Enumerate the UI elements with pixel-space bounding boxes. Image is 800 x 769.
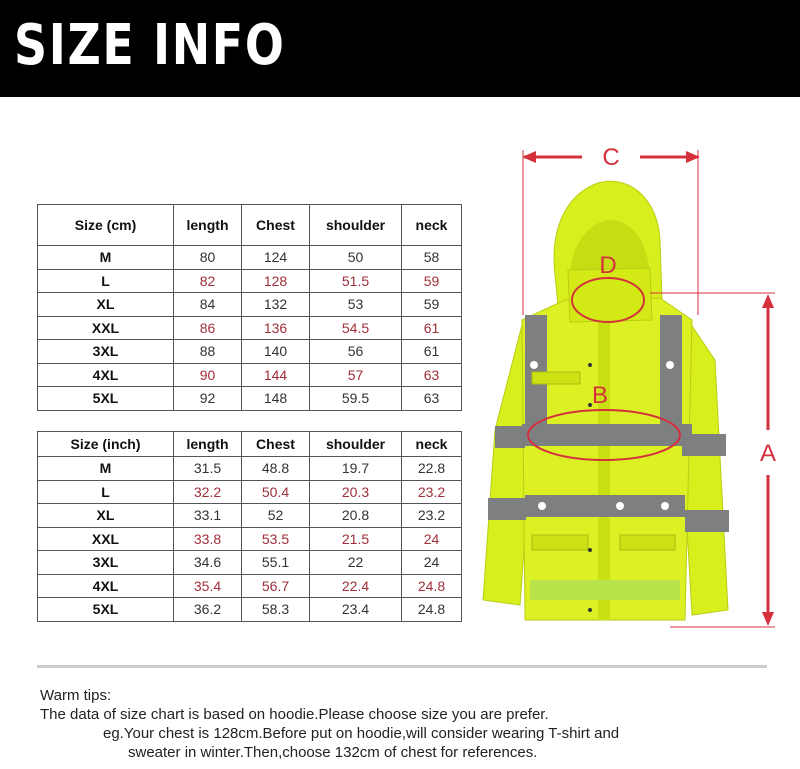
jacket-diagram (470, 140, 800, 640)
length-cell: 86 (174, 316, 242, 340)
lower-pocket-flap (532, 535, 588, 550)
shoulder-cell: 22 (310, 551, 402, 575)
shoulder-cell: 22.4 (310, 574, 402, 598)
length-cell: 92 (174, 387, 242, 411)
chest-cell: 53.5 (242, 527, 310, 551)
length-cell: 82 (174, 269, 242, 293)
column-header: neck (402, 432, 462, 457)
reflective-highlight (661, 502, 669, 510)
column-header: shoulder (310, 205, 402, 246)
size-cell: 5XL (38, 387, 174, 411)
chest-cell: 148 (242, 387, 310, 411)
length-cell: 84 (174, 293, 242, 317)
arrowhead (762, 294, 774, 308)
tips-line: The data of size chart is based on hoodie.Please choose size you are prefer. (40, 706, 549, 723)
column-header: Chest (242, 432, 310, 457)
neck-cell: 61 (402, 340, 462, 364)
table-row (38, 527, 462, 551)
column-header: length (174, 205, 242, 246)
column-header: Size (inch) (38, 432, 174, 457)
table-row (38, 363, 462, 387)
size-cell: L (38, 269, 174, 293)
size-cell: 5XL (38, 598, 174, 622)
tips-line: eg.Your chest is 128cm.Before put on hoodie,will consider wearing T-shirt and (103, 725, 620, 742)
table-row (38, 293, 462, 317)
reflective-band-sleeve-right (682, 434, 726, 456)
chest-pocket-flap (532, 372, 580, 384)
size-cell: XL (38, 293, 174, 317)
zipper-placket (598, 322, 610, 620)
table-row (38, 316, 462, 340)
reflective-strap-right (660, 315, 682, 435)
shoulder-cell: 57 (310, 363, 402, 387)
reflective-highlight (616, 502, 624, 510)
table-row (38, 574, 462, 598)
table-row (38, 551, 462, 575)
divider (37, 665, 767, 668)
size-cell: 3XL (38, 340, 174, 364)
shoulder-cell: 20.3 (310, 480, 402, 504)
neck-cell: 23.2 (402, 504, 462, 528)
chest-cell: 55.1 (242, 551, 310, 575)
label-b: B (591, 382, 609, 409)
neck-cell: 63 (402, 387, 462, 411)
length-cell: 80 (174, 246, 242, 270)
length-cell: 36.2 (174, 598, 242, 622)
table-header-row (38, 205, 462, 246)
size-cell: M (38, 457, 174, 481)
neck-cell: 58 (402, 246, 462, 270)
reflective-band-sleeve-low-left (488, 498, 526, 520)
tips-heading: Warm tips: (40, 687, 112, 704)
chest-cell: 136 (242, 316, 310, 340)
shoulder-cell: 20.8 (310, 504, 402, 528)
reflective-highlight (530, 361, 538, 369)
table-row (38, 387, 462, 411)
label-d: D (599, 252, 617, 279)
neck-cell: 59 (402, 269, 462, 293)
size-cell: 4XL (38, 574, 174, 598)
shoulder-cell: 23.4 (310, 598, 402, 622)
shoulder-cell: 21.5 (310, 527, 402, 551)
column-header: Size (cm) (38, 205, 174, 246)
length-cell: 88 (174, 340, 242, 364)
reflective-highlight (666, 361, 674, 369)
neck-cell: 63 (402, 363, 462, 387)
length-cell: 90 (174, 363, 242, 387)
table-row (38, 598, 462, 622)
column-header: shoulder (310, 432, 402, 457)
arrowhead (522, 151, 536, 163)
length-cell: 35.4 (174, 574, 242, 598)
size-cell: XXL (38, 316, 174, 340)
shoulder-cell: 53 (310, 293, 402, 317)
tips-line: sweater in winter.Then,choose 132cm of chest for references. (128, 744, 538, 761)
size-cell: XL (38, 504, 174, 528)
neck-cell: 59 (402, 293, 462, 317)
shoulder-cell: 56 (310, 340, 402, 364)
chest-cell: 124 (242, 246, 310, 270)
shoulder-cell: 50 (310, 246, 402, 270)
table-row (38, 457, 462, 481)
neck-cell: 24 (402, 551, 462, 575)
size-table-inch (37, 431, 462, 622)
chest-cell: 50.4 (242, 480, 310, 504)
lower-pocket-flap (620, 535, 675, 550)
table-row (38, 504, 462, 528)
neck-cell: 23.2 (402, 480, 462, 504)
chest-cell: 144 (242, 363, 310, 387)
length-cell: 33.1 (174, 504, 242, 528)
shoulder-cell: 51.5 (310, 269, 402, 293)
shoulder-cell: 59.5 (310, 387, 402, 411)
chest-cell: 132 (242, 293, 310, 317)
size-cell: 4XL (38, 363, 174, 387)
snap-button (588, 548, 592, 552)
neck-cell: 61 (402, 316, 462, 340)
table-row (38, 340, 462, 364)
table-row (38, 246, 462, 270)
warm-tips (40, 686, 790, 762)
size-cell: 3XL (38, 551, 174, 575)
size-cell: M (38, 246, 174, 270)
label-c: C (602, 144, 620, 171)
column-header: neck (402, 205, 462, 246)
jacket-illustration (470, 140, 800, 640)
table-row (38, 480, 462, 504)
reflective-highlight (538, 502, 546, 510)
shoulder-cell: 19.7 (310, 457, 402, 481)
neck-cell: 24.8 (402, 574, 462, 598)
column-header: length (174, 432, 242, 457)
snap-button (588, 608, 592, 612)
chest-cell: 128 (242, 269, 310, 293)
banner (0, 0, 800, 97)
length-cell: 31.5 (174, 457, 242, 481)
snap-button (588, 363, 592, 367)
size-cell: L (38, 480, 174, 504)
reflective-band-chest (522, 424, 692, 446)
chest-cell: 52 (242, 504, 310, 528)
chest-cell: 56.7 (242, 574, 310, 598)
size-table-cm (37, 204, 462, 411)
reflective-band-sleeve-low-right (685, 510, 729, 532)
arrowhead (762, 612, 774, 626)
shoulder-cell: 54.5 (310, 316, 402, 340)
length-cell: 33.8 (174, 527, 242, 551)
neck-cell: 24 (402, 527, 462, 551)
banner-title: SIZE INFO (14, 13, 286, 78)
size-cell: XXL (38, 527, 174, 551)
chest-cell: 48.8 (242, 457, 310, 481)
chest-cell: 140 (242, 340, 310, 364)
length-cell: 34.6 (174, 551, 242, 575)
neck-cell: 24.8 (402, 598, 462, 622)
chest-cell: 58.3 (242, 598, 310, 622)
neck-cell: 22.8 (402, 457, 462, 481)
label-a: A (759, 440, 777, 467)
table-header-row (38, 432, 462, 457)
table-row (38, 269, 462, 293)
length-cell: 32.2 (174, 480, 242, 504)
reflective-band-hem (530, 580, 680, 600)
reflective-band-sleeve-left (495, 426, 525, 448)
column-header: Chest (242, 205, 310, 246)
